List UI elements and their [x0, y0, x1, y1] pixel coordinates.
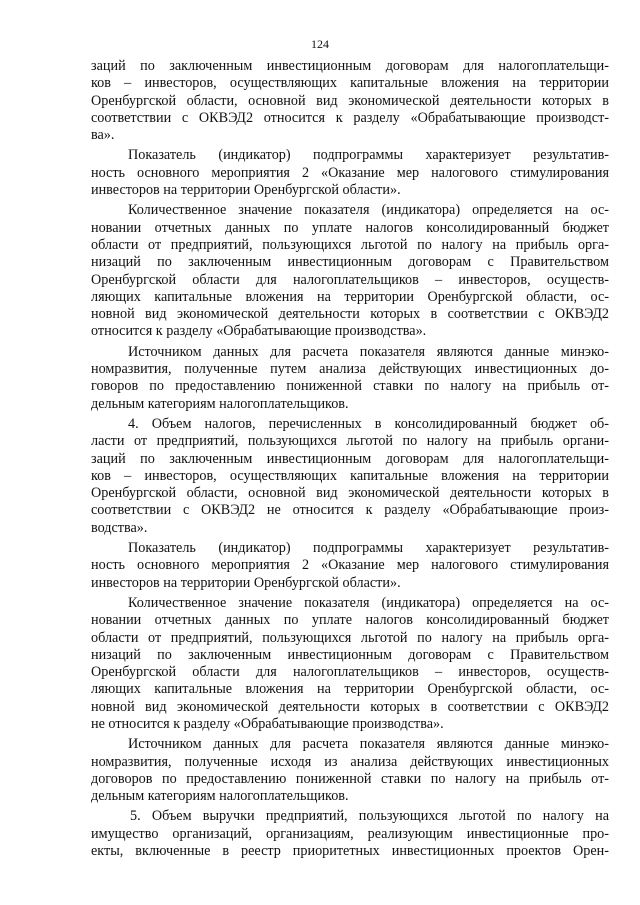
paragraph [91, 147, 609, 199]
text-line: низаций по заключенным инвестиционным договорам с Правительством [91, 646, 609, 663]
text-line: соответствии с ОКВЭД2 не относится к разделу «Обрабатывающие произ- [91, 502, 609, 519]
text-line: говоров по предоставлению пониженной ставки по налогу на прибыль от- [91, 378, 609, 395]
text-line: области от предприятий, пользующихся льготой по налогу на прибыль орга- [91, 236, 609, 253]
text-line: 5. Объем выручки предприятий, пользующихся льготой по налогу на [130, 808, 609, 825]
text-line: инвесторов на территории Оренбургской области». [91, 574, 401, 591]
text-line: относится к разделу «Обрабатывающие производства». [91, 323, 427, 340]
text-line: ков – инвесторов, осуществляющих капитальные вложения на территории [91, 467, 609, 484]
paragraph [91, 540, 609, 592]
text-line: ков – инвесторов, осуществляющих капитальные вложения на территории [91, 75, 609, 92]
text-line: 4. Объем налогов, перечисленных в консолидированный бюджет об- [128, 415, 609, 432]
paragraph [91, 595, 609, 733]
text-line: заций по заключенным инвестиционным договорам для налогоплательщи- [91, 58, 609, 74]
paragraph [91, 416, 609, 537]
text-line: области от предприятий, пользующихся льготой по налогу на прибыль орга- [91, 629, 609, 646]
text-line: новании отчетных данных по уплате налогов консолидированный бюджет [91, 219, 609, 236]
text-line: ва». [91, 127, 115, 144]
page-number: 124 [311, 37, 329, 51]
text-line: Количественное значение показателя (индикатора) определяется на ос- [128, 202, 609, 219]
text-line: Оренбургской области, основной вид экономической деятельности которых в [91, 92, 609, 109]
text-line: Оренбургской области для налогоплательщиков – инвесторов, осуществ- [91, 664, 609, 681]
text-line: низаций по заключенным инвестиционным договорам с Правительством [91, 254, 609, 271]
text-line: новной вид экономической деятельности которых в соответствии с ОКВЭД2 [91, 698, 609, 715]
text-line: екты, включенные в реестр приоритетных инвестиционных проектов Орен- [91, 843, 609, 860]
text-line: Оренбургской области, основной вид экономической деятельности которых в [91, 485, 609, 502]
text-line: новной вид экономической деятельности которых в соответствии с ОКВЭД2 [91, 306, 609, 323]
text-line: водства». [91, 519, 148, 536]
text-line: не относится к разделу «Обрабатывающие производства». [91, 715, 444, 732]
text-line: ность основного мероприятия 2 «Оказание мер налогового стимулирования [91, 557, 609, 574]
paragraph [91, 58, 609, 144]
text-line: заций по заключенным инвестиционным договорам для налогоплательщи- [91, 450, 609, 467]
text-line: Оренбургской области для налогоплательщиков – инвесторов, осуществ- [91, 271, 609, 288]
text-line: ность основного мероприятия 2 «Оказание мер налогового стимулирования [91, 164, 609, 181]
text-line: ляющих капитальные вложения на территории Оренбургской области, ос- [91, 681, 609, 698]
paragraph [91, 736, 609, 805]
text-line: ласти от предприятий, пользующихся льготой по налогу на прибыль органи- [91, 433, 609, 450]
paragraph [91, 808, 609, 860]
text-line: Источником данных для расчета показателя являются данные минэко- [128, 343, 609, 360]
text-line: инвесторов на территории Оренбургской области». [91, 182, 401, 199]
text-line: дельным категориям налогоплательщиков. [91, 395, 349, 412]
text-line: номразвития, полученные путем анализа действующих инвестиционных до- [91, 361, 609, 378]
text-line: Показатель (индикатор) подпрограммы характеризует результатив- [128, 147, 609, 164]
paragraph [91, 202, 609, 340]
paragraph [91, 344, 609, 413]
text-line: Показатель (индикатор) подпрограммы характеризует результатив- [128, 540, 609, 557]
text-line: новании отчетных данных по уплате налогов консолидированный бюджет [91, 612, 609, 629]
text-line: имущество организаций, организациям, реализующим инвестиционные про- [91, 825, 609, 842]
text-line: соответствии с ОКВЭД2 относится к разделу «Обрабатывающие производст- [91, 109, 609, 126]
text-line: договоров по предоставлению пониженной ставки по налогу на прибыль от- [91, 770, 609, 787]
text-line: номразвития, полученные исходя из анализа действующих инвестиционных [91, 753, 609, 770]
text-line: ляющих капитальные вложения на территории Оренбургской области, ос- [91, 288, 609, 305]
text-line: дельным категориям налогоплательщиков. [91, 788, 349, 805]
text-line: Количественное значение показателя (индикатора) определяется на ос- [128, 594, 609, 611]
document-body [91, 58, 609, 860]
text-line: Источником данных для расчета показателя являются данные минэко- [128, 736, 609, 753]
